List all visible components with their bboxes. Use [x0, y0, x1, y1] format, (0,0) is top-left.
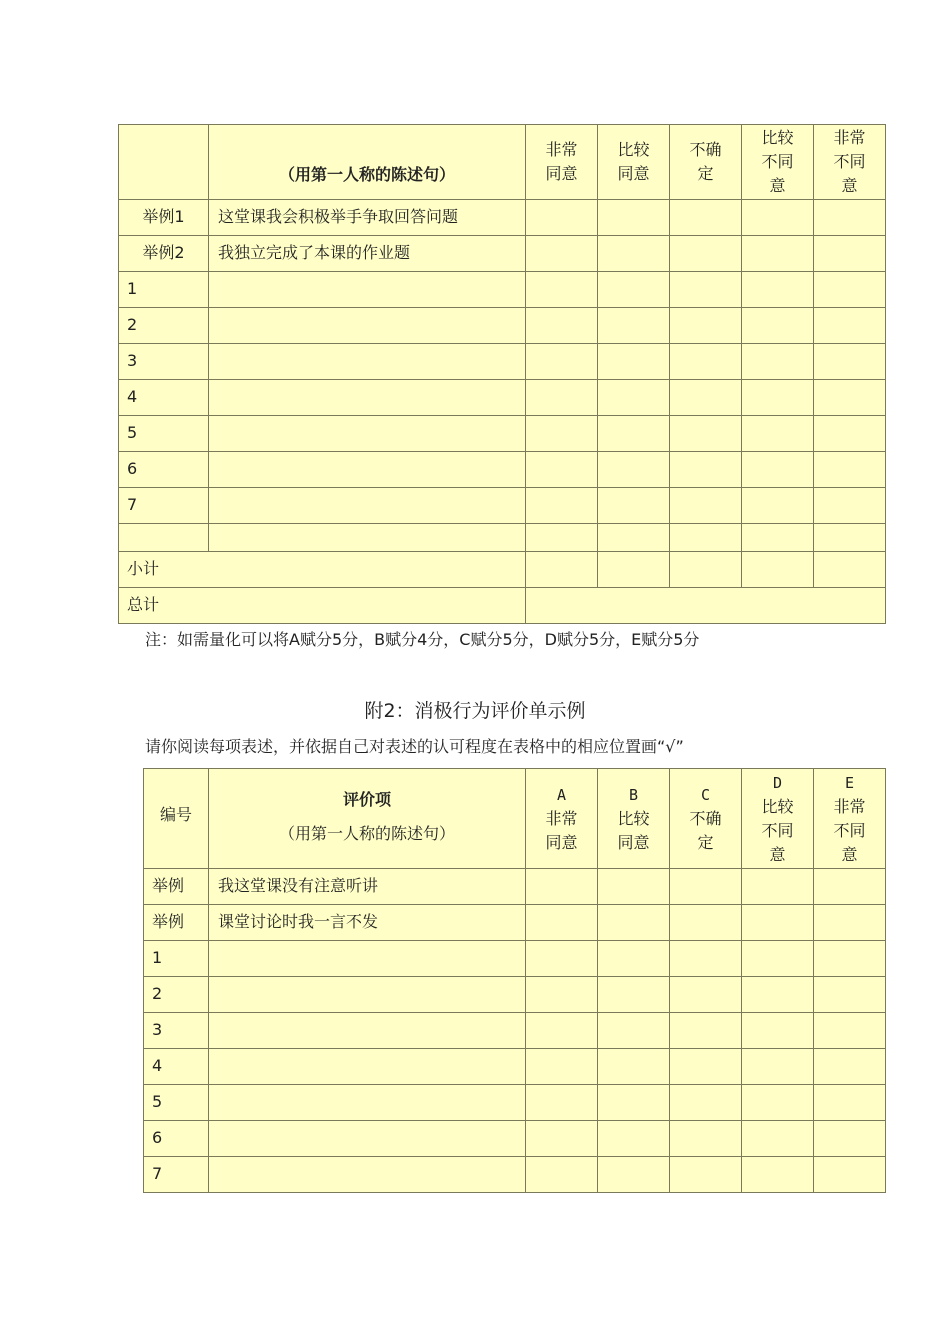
row-number: 3: [144, 1013, 209, 1049]
row-number: 7: [119, 488, 209, 524]
answer-cell[interactable]: [526, 941, 598, 977]
section-title: 附2：消极行为评价单示例: [364, 700, 586, 722]
answer-cell[interactable]: [598, 977, 670, 1013]
example-label: 举例1: [119, 200, 209, 236]
answer-cell[interactable]: [598, 1049, 670, 1085]
row-number: 7: [144, 1157, 209, 1193]
answer-cell[interactable]: [670, 236, 742, 272]
answer-cell[interactable]: [814, 977, 886, 1013]
answer-cell[interactable]: [742, 272, 814, 308]
table-row: [119, 200, 886, 236]
statement-cell[interactable]: [209, 488, 526, 524]
statement-cell[interactable]: [209, 380, 526, 416]
answer-cell[interactable]: [526, 1013, 598, 1049]
answer-cell[interactable]: [598, 941, 670, 977]
table-row: [119, 272, 886, 308]
answer-cell[interactable]: [742, 1049, 814, 1085]
table-header-row: [144, 769, 886, 869]
answer-cell[interactable]: [526, 524, 598, 552]
subtotal-cell[interactable]: [814, 552, 886, 588]
table-row: [119, 452, 886, 488]
answer-cell[interactable]: [598, 869, 670, 905]
answer-cell[interactable]: [526, 236, 598, 272]
answer-cell[interactable]: [814, 1013, 886, 1049]
total-row: [119, 588, 886, 624]
answer-cell[interactable]: [742, 941, 814, 977]
header-col-a: A 非常 同意: [526, 769, 598, 869]
answer-cell[interactable]: [526, 416, 598, 452]
answer-cell[interactable]: [526, 308, 598, 344]
row-number: [119, 524, 209, 552]
answer-cell[interactable]: [742, 905, 814, 941]
header-number-cell: [119, 125, 209, 200]
header-uncertain: 不确 定: [670, 125, 742, 200]
statement-cell[interactable]: [209, 977, 526, 1013]
answer-cell[interactable]: [598, 272, 670, 308]
statement-cell[interactable]: [209, 344, 526, 380]
statement-cell[interactable]: [209, 1013, 526, 1049]
total-label: 总计: [119, 588, 526, 624]
answer-cell[interactable]: [598, 452, 670, 488]
subtotal-cell[interactable]: [526, 552, 598, 588]
answer-cell[interactable]: [742, 380, 814, 416]
statement-cell[interactable]: [209, 308, 526, 344]
answer-cell[interactable]: [742, 1013, 814, 1049]
answer-cell[interactable]: [670, 380, 742, 416]
answer-cell[interactable]: [526, 1049, 598, 1085]
answer-cell[interactable]: [742, 452, 814, 488]
answer-cell[interactable]: [814, 272, 886, 308]
answer-cell[interactable]: [670, 1049, 742, 1085]
answer-cell[interactable]: [526, 1121, 598, 1157]
statement-cell[interactable]: [209, 452, 526, 488]
answer-cell[interactable]: [814, 1085, 886, 1121]
table-row: [144, 1049, 886, 1085]
answer-cell[interactable]: [670, 344, 742, 380]
answer-cell[interactable]: [598, 1121, 670, 1157]
example-text: 我独立完成了本课的作业题: [209, 236, 526, 272]
answer-cell[interactable]: [814, 308, 886, 344]
subtotal-cell[interactable]: [598, 552, 670, 588]
answer-cell[interactable]: [598, 344, 670, 380]
row-number: 1: [144, 941, 209, 977]
answer-cell[interactable]: [742, 524, 814, 552]
table-row: [119, 344, 886, 380]
answer-cell[interactable]: [598, 488, 670, 524]
example-text: 我这堂课没有注意听讲: [209, 869, 526, 905]
table-row: [144, 941, 886, 977]
answer-cell[interactable]: [814, 1157, 886, 1193]
statement-cell[interactable]: [209, 1049, 526, 1085]
answer-cell[interactable]: [814, 905, 886, 941]
example-label: 举例: [144, 905, 209, 941]
answer-cell[interactable]: [742, 308, 814, 344]
answer-cell[interactable]: [814, 344, 886, 380]
answer-cell[interactable]: [670, 416, 742, 452]
answer-cell[interactable]: [598, 1013, 670, 1049]
answer-cell[interactable]: [814, 380, 886, 416]
header-statement: （用第一人称的陈述句）: [278, 824, 455, 843]
answer-cell[interactable]: [598, 236, 670, 272]
answer-cell[interactable]: [670, 977, 742, 1013]
answer-cell[interactable]: [670, 941, 742, 977]
row-number: 1: [119, 272, 209, 308]
statement-cell[interactable]: [209, 1085, 526, 1121]
answer-cell[interactable]: [670, 1121, 742, 1157]
header-agree: 比较 同意: [598, 125, 670, 200]
header-col-b: B 比较 同意: [598, 769, 670, 869]
answer-cell[interactable]: [526, 344, 598, 380]
answer-cell[interactable]: [742, 869, 814, 905]
answer-cell[interactable]: [598, 1085, 670, 1121]
negative-behavior-table: [143, 768, 886, 1193]
example-text: 课堂讨论时我一言不发: [209, 905, 526, 941]
row-number: 5: [144, 1085, 209, 1121]
answer-cell[interactable]: [742, 1085, 814, 1121]
answer-cell[interactable]: [670, 869, 742, 905]
answer-cell[interactable]: [742, 1121, 814, 1157]
table-row: [144, 1085, 886, 1121]
table-row: [144, 1121, 886, 1157]
row-number: 4: [144, 1049, 209, 1085]
statement-cell[interactable]: [209, 416, 526, 452]
answer-cell[interactable]: [742, 488, 814, 524]
header-item-cell: [209, 769, 526, 869]
answer-cell[interactable]: [670, 488, 742, 524]
answer-cell[interactable]: [814, 236, 886, 272]
answer-cell[interactable]: [598, 308, 670, 344]
table-row: [119, 416, 886, 452]
header-statement: （用第一人称的陈述句）: [209, 125, 526, 200]
answer-cell[interactable]: [814, 452, 886, 488]
answer-cell[interactable]: [526, 380, 598, 416]
statement-cell[interactable]: [209, 524, 526, 552]
answer-cell[interactable]: [814, 1121, 886, 1157]
table-row: [144, 905, 886, 941]
subtotal-row: [119, 552, 886, 588]
example-label: 举例: [144, 869, 209, 905]
answer-cell[interactable]: [670, 272, 742, 308]
total-cell[interactable]: [526, 588, 886, 624]
row-number: 2: [144, 977, 209, 1013]
answer-cell[interactable]: [742, 416, 814, 452]
table-row: [119, 488, 886, 524]
answer-cell[interactable]: [670, 1085, 742, 1121]
subtotal-label: 小计: [119, 552, 526, 588]
answer-cell[interactable]: [742, 977, 814, 1013]
answer-cell[interactable]: [814, 200, 886, 236]
answer-cell[interactable]: [526, 1157, 598, 1193]
answer-cell[interactable]: [598, 416, 670, 452]
answer-cell[interactable]: [742, 236, 814, 272]
answer-cell[interactable]: [814, 941, 886, 977]
answer-cell[interactable]: [670, 200, 742, 236]
header-strongly-agree: 非常 同意: [526, 125, 598, 200]
answer-cell[interactable]: [526, 488, 598, 524]
answer-cell[interactable]: [742, 344, 814, 380]
row-number: 5: [119, 416, 209, 452]
answer-cell[interactable]: [814, 488, 886, 524]
table-row: [119, 308, 886, 344]
statement-cell[interactable]: [209, 1157, 526, 1193]
row-number: 4: [119, 380, 209, 416]
answer-cell[interactable]: [598, 905, 670, 941]
table-row: [119, 380, 886, 416]
scoring-note: 注：如需量化可以将A赋分5分，B赋分4分，C赋分5分，D赋分5分，E赋分5分: [145, 630, 700, 649]
answer-cell[interactable]: [670, 452, 742, 488]
row-number: 6: [119, 452, 209, 488]
answer-cell[interactable]: [814, 524, 886, 552]
header-disagree: 比较 不同 意: [742, 125, 814, 200]
answer-cell[interactable]: [598, 200, 670, 236]
table-header-row: [119, 125, 886, 200]
answer-cell[interactable]: [670, 905, 742, 941]
answer-cell[interactable]: [670, 1013, 742, 1049]
example-text: 这堂课我会积极举手争取回答问题: [209, 200, 526, 236]
subtotal-cell[interactable]: [742, 552, 814, 588]
example-label: 举例2: [119, 236, 209, 272]
table-row: [119, 236, 886, 272]
statement-cell[interactable]: [209, 941, 526, 977]
answer-cell[interactable]: [526, 272, 598, 308]
answer-cell[interactable]: [526, 977, 598, 1013]
answer-cell[interactable]: [814, 416, 886, 452]
table-row: [144, 977, 886, 1013]
table-row: [144, 1157, 886, 1193]
answer-cell[interactable]: [526, 905, 598, 941]
answer-cell[interactable]: [742, 1157, 814, 1193]
subtotal-cell[interactable]: [670, 552, 742, 588]
header-number: 编号: [144, 769, 209, 869]
answer-cell[interactable]: [526, 869, 598, 905]
table-row: [119, 524, 886, 552]
answer-cell[interactable]: [526, 1085, 598, 1121]
answer-cell[interactable]: [814, 869, 886, 905]
header-col-d: D 比较 不同 意: [742, 769, 814, 869]
header-col-c: C 不确 定: [670, 769, 742, 869]
positive-behavior-table: [118, 124, 886, 624]
answer-cell[interactable]: [814, 1049, 886, 1085]
answer-cell[interactable]: [598, 1157, 670, 1193]
statement-cell[interactable]: [209, 272, 526, 308]
answer-cell[interactable]: [526, 452, 598, 488]
row-number: 2: [119, 308, 209, 344]
answer-cell[interactable]: [670, 308, 742, 344]
answer-cell[interactable]: [670, 524, 742, 552]
row-number: 6: [144, 1121, 209, 1157]
answer-cell[interactable]: [670, 1157, 742, 1193]
statement-cell[interactable]: [209, 1121, 526, 1157]
instruction-text: 请你阅读每项表述，并依据自己对表述的认可程度在表格中的相应位置画“√”: [145, 737, 684, 756]
answer-cell[interactable]: [598, 524, 670, 552]
table-row: [144, 1013, 886, 1049]
header-item: 评价项: [342, 790, 391, 809]
answer-cell[interactable]: [598, 380, 670, 416]
answer-cell[interactable]: [526, 200, 598, 236]
header-strongly-disagree: 非常 不同 意: [814, 125, 886, 200]
row-number: 3: [119, 344, 209, 380]
table-row: [144, 869, 886, 905]
header-col-e: E 非常 不同 意: [814, 769, 886, 869]
answer-cell[interactable]: [742, 200, 814, 236]
